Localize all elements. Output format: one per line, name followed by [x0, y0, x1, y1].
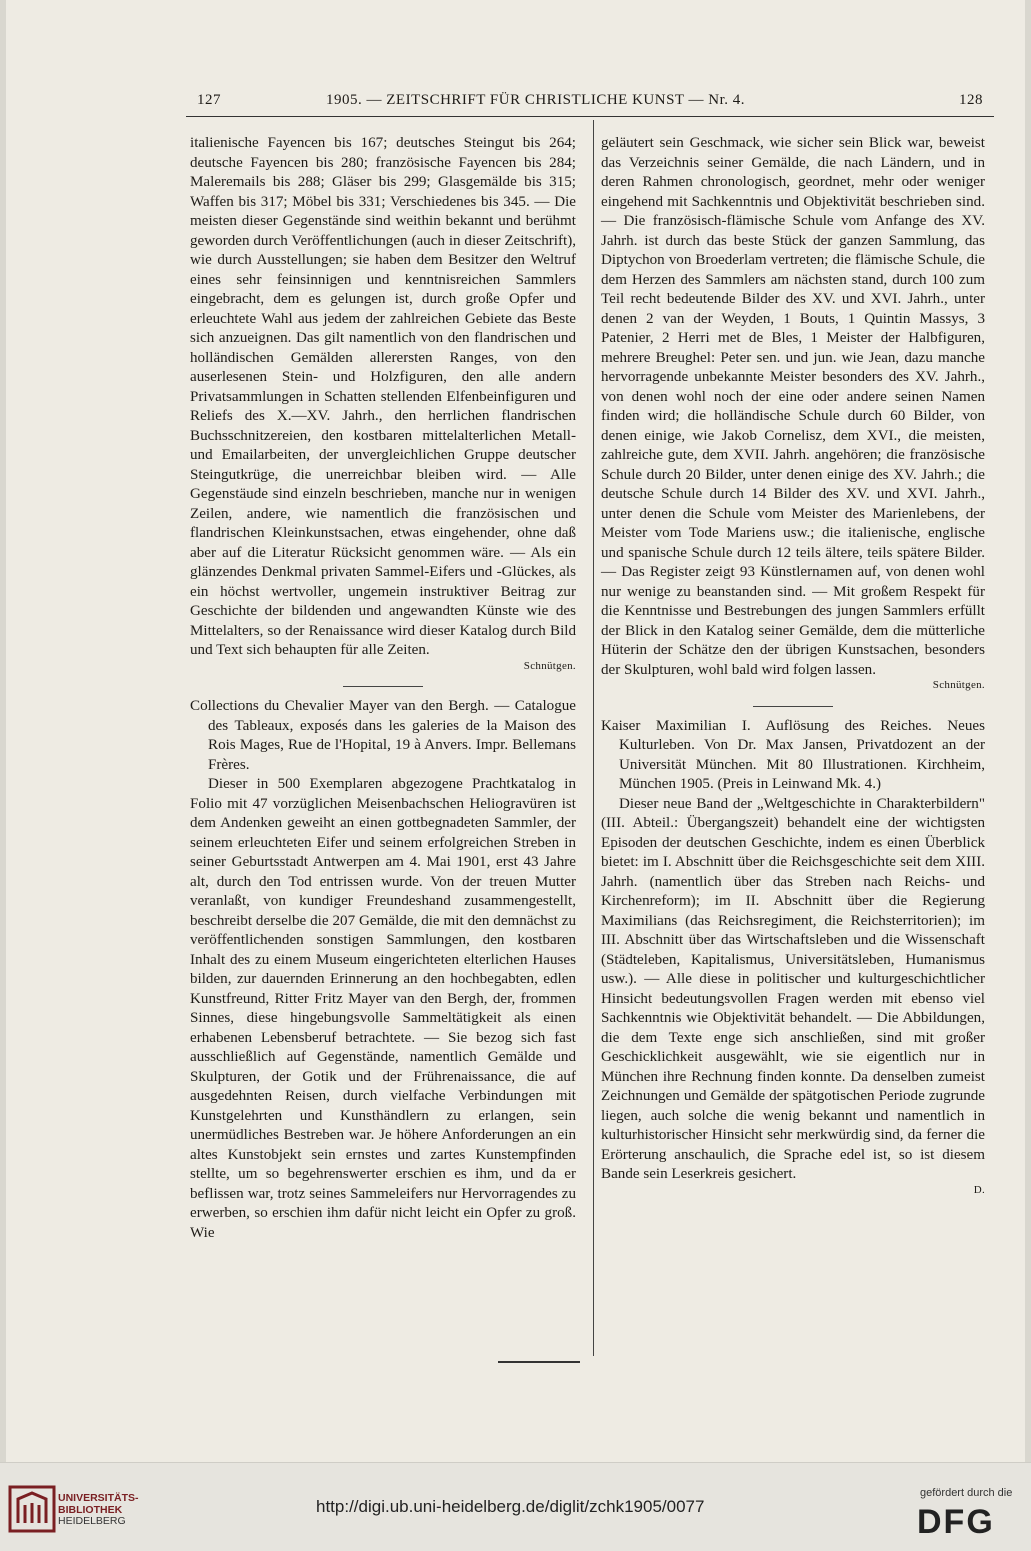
library-line: UNIVERSITÄTS- [58, 1492, 139, 1504]
left-column [190, 134, 576, 1243]
journal-title: 1905. — ZEITSCHRIFT FÜR CHRISTLICHE KUNST — Nr. 4. [326, 92, 746, 108]
dfg-logo: DFG [917, 1503, 995, 1541]
column-divider [593, 120, 594, 1356]
review-paragraph: Dieser neue Band der „Weltgeschichte in Charakterbildern" (III. Abteil.: Übergangszeit) behandelt eine der wichtigsten Episoden der deutschen Geschichte, indem es einen Überblick bietet: im I. Abschnitt über die Reichsgeschichte seit dem XIII. Jahrh. (namentlich über das Streben nach Reichs- und Kirchenreform); im II. Abschnitt über die Regierung Maximilians (das Reichsregiment, die Reichsterritorien); im III. Abschnitt über das Wirtschaftsleben und die Wissenschaft (Städteleben, Kapitalismus, Universitätsleben, Humanismus usw.). — Alle diese in politischer und kulturgeschichtlicher Hinsicht bedeutungsvollen Fragen werden mit ebenso viel Sachkenntnis wie Objektivität behandelt. — Die Abbildungen, die dem Texte enge sich anschließen, sind mit großer Geschicklichkeit ausgewählt, wie sie eigentlich nur in München ihre Rechnung finden konnte. Da denselben zumeist Zeichnungen und Gemälde der spätgotischen Periode zugrunde liegen, auch solche die wenig bekannt und namentlich in kulturhistorischer Hinsicht sehr merkwürdig sind, da ferner die Erörterung anschaulich, die Sprache edel ist, so ist diesem Bande sein Leserkreis gesichert. [601, 795, 985, 1182]
header-rule [186, 116, 994, 117]
running-header [6, 88, 1025, 114]
permalink[interactable]: http://digi.ub.uni-heidelberg.de/diglit/zchk1905/0077 [316, 1497, 705, 1516]
library-line: BIBLIOTHEK [58, 1503, 123, 1516]
section-separator [343, 686, 423, 687]
page-number-right: 128 [959, 92, 983, 108]
library-name [58, 1493, 139, 1528]
book-entry-title: Collections du Chevalier Mayer van den Bergh. — Catalogue des Tableaux, exposés dans les galeries de la Maison des Rois Mages, Rue de l'Hopital, 19 à Anvers. Impr. Bellemans Frères. [190, 698, 576, 773]
library-line: HEIDELBERG [58, 1515, 126, 1527]
book-entry-title: Kaiser Maximilian I. Auflösung des Reiches. Neues Kulturleben. Von Dr. Max Jansen, Privatdozent an der Universität München. Mit 80 Illustrationen. Kirchheim, München 1905. (Preis in Leinwand Mk. 4.) [601, 717, 985, 792]
signature: D. [973, 1183, 985, 1196]
right-column [601, 134, 985, 1200]
footer-rule [498, 1361, 580, 1363]
library-logo-icon [8, 1485, 56, 1533]
review-paragraph: Dieser in 500 Exemplaren abgezogene Prachtkatalog in Folio mit 47 vorzüglichen Meisenbachschen Heliogravüren ist dem Andenken geweiht an einen gottbegnadeten Sammler, der seinem erleuchteten Eifer und seinem erfolgreichen Streben in seiner Geburtsstadt Antwerpen am 4. Mai 1901, erst 43 Jahre alt, durch den Tod entrissen wurde. Von der treuen Mutter veranlaßt, von kundiger Freundeshand zusammengestellt, beschreibt derselbe die 207 Gemälde, die mit den demnächst zu veröffentlichenden sonstigen Sammlungen, den kostbaren Inhalt des zu einem Museum eingerichteten elterlichen Hauses bilden, zur dauernden Erinnerung an den hochbegabten, edlen Kunstfreund, Ritter Fritz Mayer van den Bergh, der, frommen Sinnes, diese hingebungsvolle Sammeltätigkeit als einen erhabenen Lebensberuf betrachtete. — Sie bezog sich fast ausschließlich auf Gegenstände, namentlich Gemälde und Skulpturen, der Gotik und der Frührenaissance, die auf ausgedehnten Reisen, durch vielfache Verbindungen mit Kunstgelehrten und Kunsthändlern zu erlangen, sein unermüdliches Bestreben war. Je höhere Anforderungen an ein altes Kunstobjekt sein ernstes und zartes Kunstempfinden stellte, um so begehrenswerter erschien es ihm, und da er beflissen war, trotz seines Sammeleifers nur Hervorragendes zu erwerben, so erschien ihm dafür nicht leicht ein Opfer zu groß. Wie [190, 776, 576, 1241]
signature: Schnütgen. [932, 679, 985, 691]
review-paragraph: italienische Fayencen bis 167; deutsches Steingut bis 264; deutsche Fayencen bis 280; französische Fayencen bis 284; Maleremails bis 288; Gläser bis 299; Glasgemälde bis 315; Waffen bis 317; Möbel bis 331; Verschiedenes bis 345. — Die meisten dieser Gegenstände sind weithin bekannt und berühmt geworden durch Veröffentlichungen (auch in dieser Zeitschrift), wie durch Ausstellungen; sie haben dem Besitzer den Weltruf eines sehr feinsinnigen und kenntnisreichen Sammlers eingebracht, dem es gelungen ist, durch große Opfer und erleuchtete Wahl aus jedem der zahlreichen Gebiete das Beste sich anzueignen. Das gilt namentlich von den flandrischen und holländischen Gemälden allerersten Ranges, von den auserlesenen Stein- und Holzfiguren, den alle andern Privatsammlungen in Schatten stellenden Elfenbeinfiguren und Reliefs des X.—XV. Jahrh., den herrlichen flandrischen Buchsschnitzereien, den kostbaren mittelalterlichen Metall- und Emailarbeiten, der unvergleichlichen Gruppe deutscher Steingutkrüge, die unerreichbar bleiben wird. — Alle Gegenstäude sind einzeln beschrieben, manche nur in wenigen Zeilen, andere, wie namentlich die französischen und flandrischen Kleinkunstsachen, etwas eingehender, ohne daß aber auf die Literatur Rücksicht genommen wäre. — Als ein glänzendes Denkmal privaten Sammel-Eifers und -Glückes, als ein höchst wertvoller, ungemein instruktiver Beitrag zur Geschichte der bildenden und angewandten Künste wie des Mittelalters, so der Renaissance wird dieser Katalog durch Bild und Text sich behaupten für alle Zeiten. [190, 135, 576, 658]
signature: Schnütgen. [523, 659, 576, 672]
funding-caption: gefördert durch die [920, 1487, 1013, 1499]
review-paragraph: geläutert sein Geschmack, wie sicher sein Blick war, beweist das Verzeichnis seiner Gemälde, die nach Ländern, und in deren Rahmen chronologisch, geordnet, mehr oder weniger eingehend mit Sachkenntnis und Objektivität beschrieben sind. — Die französisch-flämische Schule vom Anfange des XV. Jahrh. ist durch das beste Stück der ganzen Sammlung, das Diptychon von Broederlam vertreten; die flämische Schule, die dem Herzen des Sammlers am nächsten stand, durch 100 zum Teil recht bedeutende Bilder des XV. und XVI. Jahrh., unter denen 2 van der Weyden, 1 Bouts, 1 Quintin Massys, 3 Patenier, 2 Herri met de Bles, 1 Meister der Halbfiguren, mehrere Breughel: Peter sen. und jun. wie Jean, dazu manche hervorragende unbekannte Meister besonders des XV. Jahrh., von denen wohl noch der eine oder andere seinen Namen finden wird; die holländische Schule durch 60 Bilder, von denen einige, wie Jakob Cornelisz, dem XVI., die meisten, zahlreiche gute, dem XVII. Jahrh. angehören; die französische Schule durch 20 Bilder, unter denen einige des XV. Jahrh.; die deutsche Schule durch 14 Bilder des XV. und XVI. Jahrh., unter denen die Schule vom Meister des Marienlebens, der Meister vom Tode Mariens usw.; die italienische, englische und spanische Schule durch 12 teils ältere, teils spätere Bilder. — Das Register zeigt 93 Künstlernamen auf, von denen wohl nur wenige zu beanstanden sind. — Mit großem Respekt für die Kenntnisse und Bestrebungen des jungen Sammlers erfüllt der Blick in den Katalog seiner Gemälde, dem die mütterliche Hüterin der Schätze den der übrigen Kunstsachen, besonders der Skulpturen, wohl bald wird folgen lassen. [601, 135, 985, 678]
section-separator [753, 706, 833, 707]
page-number-left: 127 [197, 92, 221, 108]
digitization-footer [0, 1462, 1031, 1551]
